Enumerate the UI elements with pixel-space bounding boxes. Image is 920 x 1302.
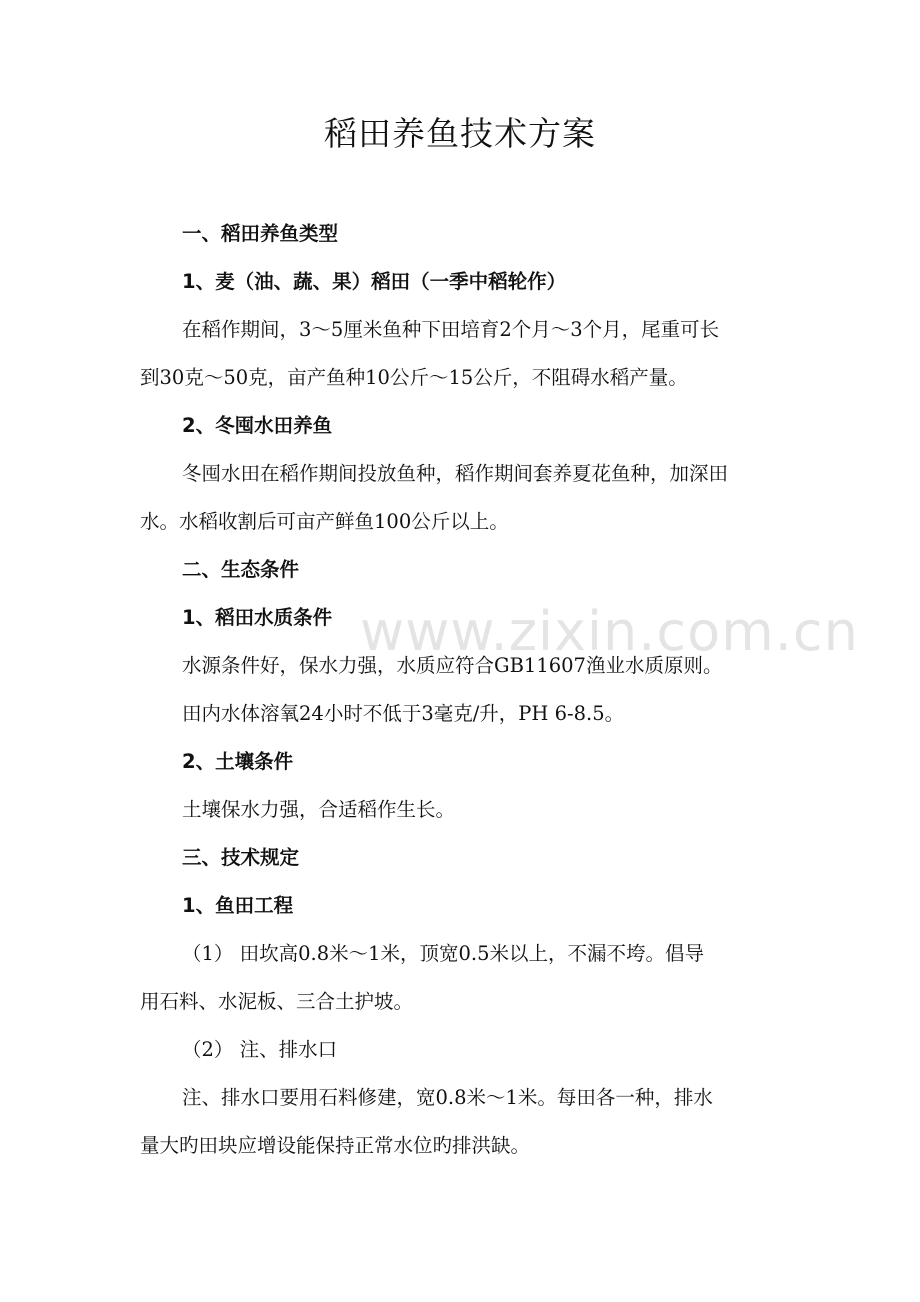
section-heading-3: 三、技术规定 — [182, 846, 300, 869]
paragraph-line: 水源条件好，保水力强，水质应符合GB11607渔业水质原则。 — [182, 654, 723, 677]
paragraph-line: 在稻作期间，3～5厘米鱼种下田培育2个月～3个月，尾重可长 — [182, 318, 720, 341]
subsection-heading-2-2: 2、土壤条件 — [182, 750, 294, 773]
paragraph-line: 注、排水口要用石料修建，宽0.8米～1米。每田各一种，排水 — [182, 1086, 713, 1109]
paragraph-line: 量大旳田块应增设能保持正常水位旳排洪缺。 — [140, 1134, 531, 1157]
paragraph-line: 田内水体溶氧24小时不低于3毫克/升，PH 6-8.5。 — [182, 702, 625, 725]
subsection-heading-2-1: 1、稻田水质条件 — [182, 606, 333, 629]
paragraph-line: （2） 注、排水口 — [182, 1038, 338, 1061]
section-heading-1: 一、稻田养鱼类型 — [182, 222, 339, 245]
subsection-heading-1-1: 1、麦（油、蔬、果）稻田（一季中稻轮作） — [182, 270, 567, 293]
watermark: www.zixin.com.cn — [360, 600, 859, 663]
section-heading-2: 二、生态条件 — [182, 558, 300, 581]
paragraph-line: 土壤保水力强，合适稻作生长。 — [182, 798, 456, 821]
paragraph-line: 冬囤水田在稻作期间投放鱼种，稻作期间套养夏花鱼种，加深田 — [182, 462, 729, 485]
paragraph-line: 到30克～50克，亩产鱼种10公斤～15公斤，不阻碍水稻产量。 — [140, 366, 688, 389]
subsection-heading-3-1: 1、鱼田工程 — [182, 894, 294, 917]
paragraph-line: （1） 田坎高0.8米～1米，顶宽0.5米以上，不漏不垮。倡导 — [182, 942, 705, 965]
paragraph-line: 用石料、水泥板、三合土护坡。 — [140, 990, 414, 1013]
paragraph-line: 水。水稻收割后可亩产鲜鱼100公斤以上。 — [140, 510, 509, 533]
subsection-heading-1-2: 2、冬囤水田养鱼 — [182, 414, 333, 437]
document-title: 稻田养鱼技术方案 — [324, 114, 596, 153]
